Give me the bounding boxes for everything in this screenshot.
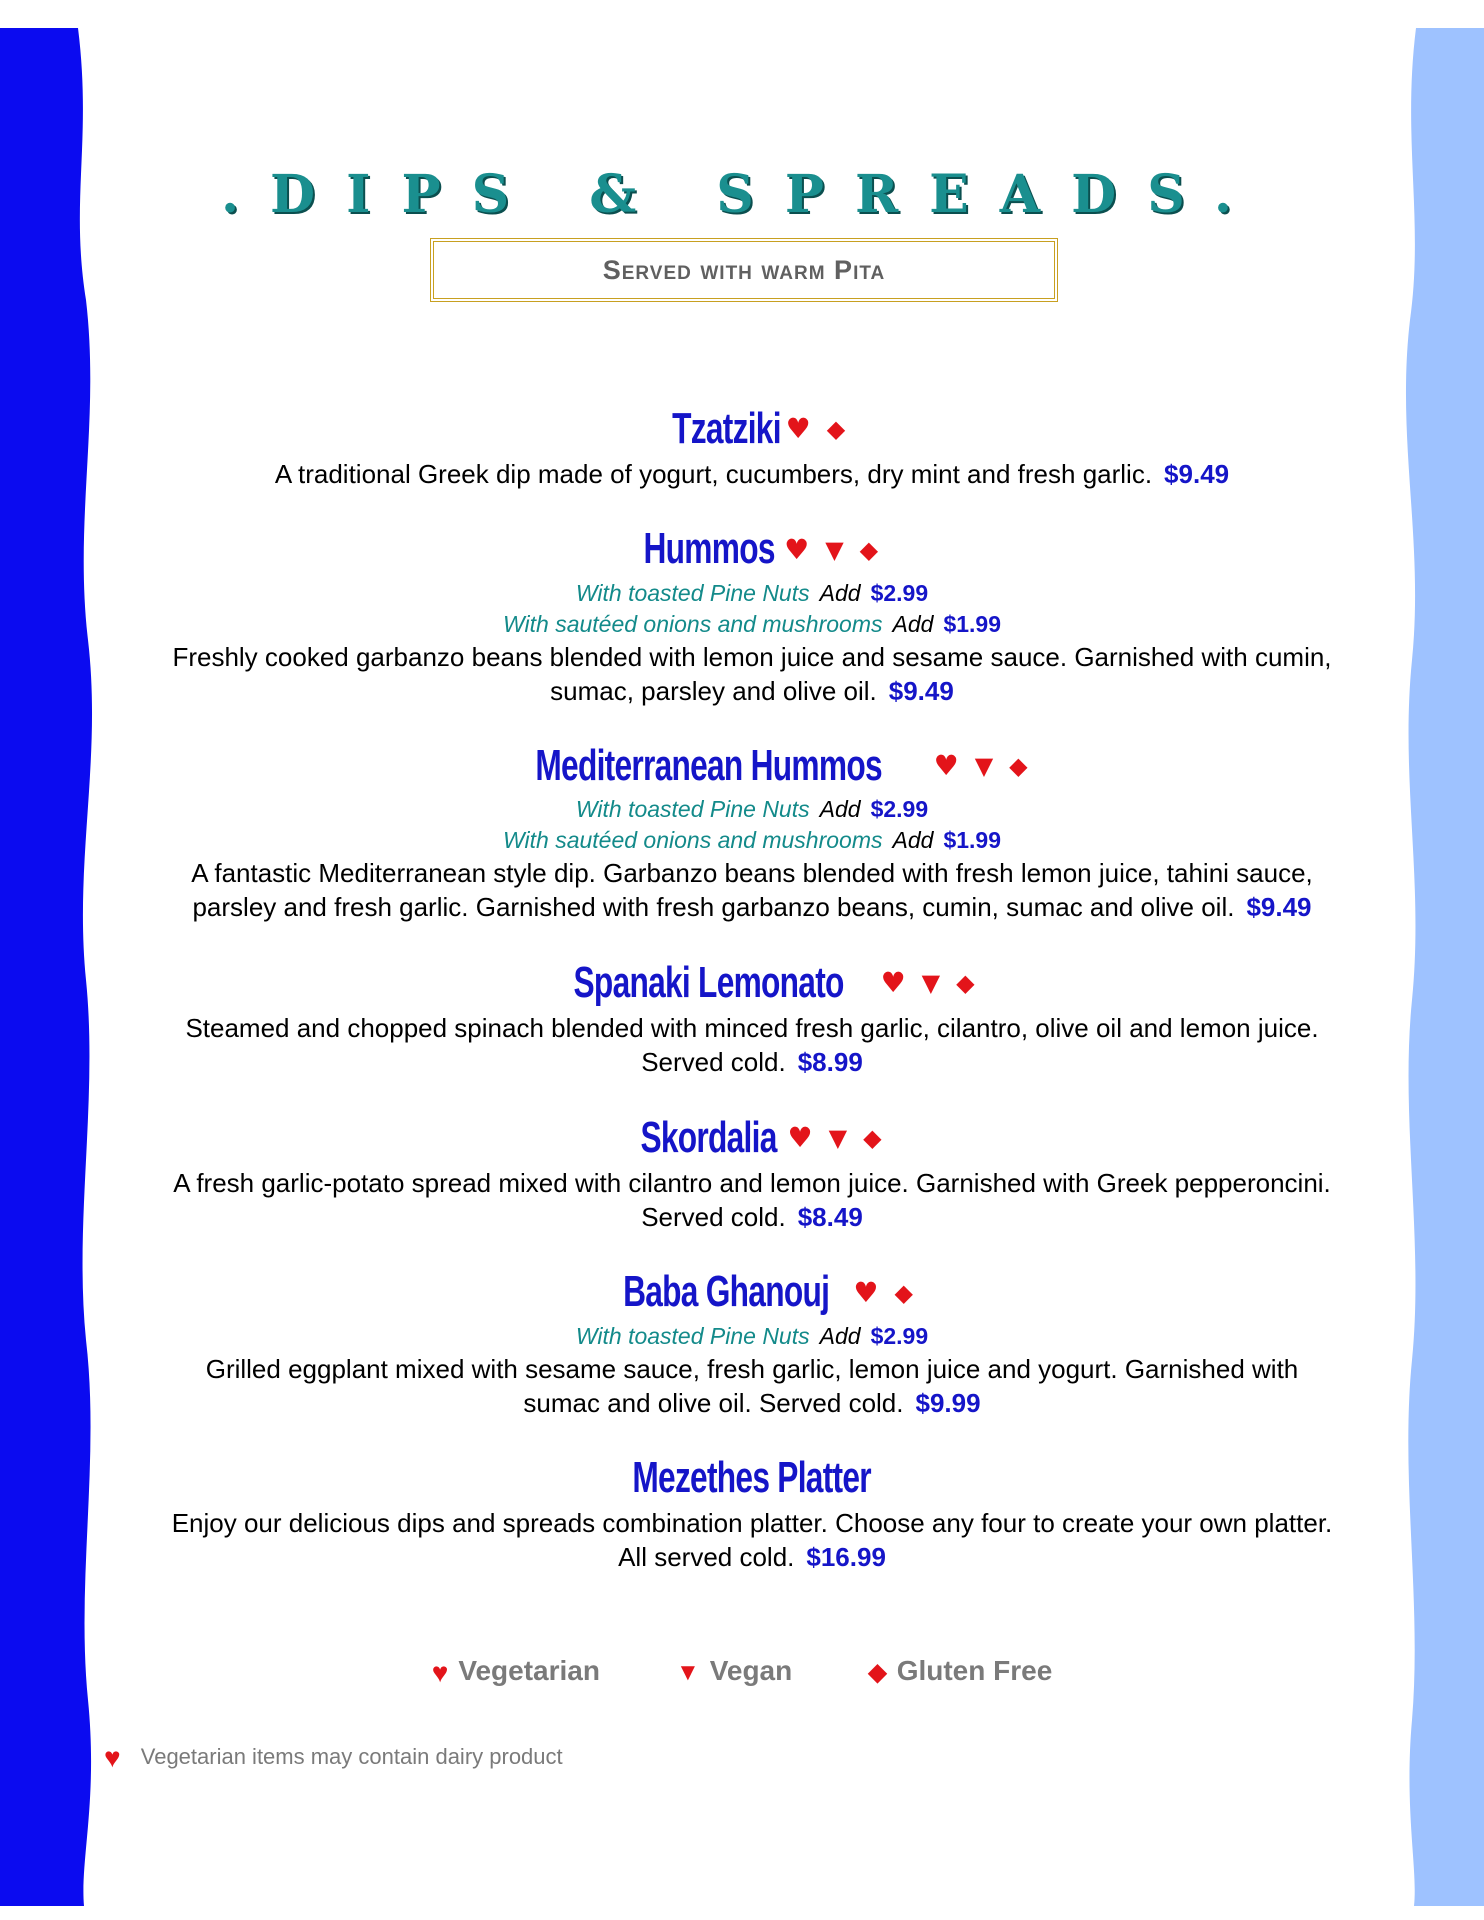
legend-item: [868, 1655, 1052, 1687]
menu-item-description: [170, 457, 1334, 491]
triangle-icon: ▼: [825, 535, 844, 564]
menu-list: [170, 402, 1334, 1606]
menu-item-price: $9.99: [915, 1387, 981, 1418]
addon-label: With toasted Pine Nuts: [575, 579, 810, 606]
diamond-icon: ◆: [894, 1278, 913, 1307]
menu-item-header: [170, 402, 1334, 455]
addon-label: With toasted Pine Nuts: [575, 1322, 810, 1349]
menu-item-description: [170, 1011, 1334, 1079]
description-text: A traditional Greek dip made of yogurt, cucumbers, dry mint and fresh garlic.: [274, 458, 1153, 489]
dietary-tags: [778, 402, 854, 455]
menu-item-header: [170, 1452, 1334, 1505]
menu-item-description: [170, 1352, 1334, 1420]
heart-icon: ♥: [933, 749, 959, 783]
menu-item: [170, 1452, 1334, 1575]
menu-item-price: $9.49: [1246, 892, 1312, 923]
addon-price: $2.99: [870, 579, 929, 606]
menu-item: [170, 1111, 1334, 1234]
footnote: [104, 1742, 563, 1774]
menu-item-header: [170, 956, 1334, 1009]
legend-item: [676, 1655, 792, 1687]
addon-option: [170, 1321, 1334, 1352]
menu-item: [170, 956, 1334, 1079]
menu-item-name: Tzatziki: [671, 403, 781, 453]
diamond-icon: ◆: [859, 535, 879, 564]
left-band-shape: [0, 28, 92, 1906]
menu-item: [170, 402, 1334, 491]
menu-item-price: $16.99: [806, 1542, 886, 1572]
menu-item-name: Baba Ghanouj: [623, 1267, 830, 1317]
menu-item-header: [170, 1111, 1334, 1164]
addon-price: $1.99: [943, 827, 1001, 854]
menu-item-price: $8.49: [797, 1201, 863, 1232]
menu-item-description: [170, 856, 1334, 924]
description-text: Enjoy our delicious dips and spreads combination platter. Choose any four to create your own platter. All served cold.: [171, 1508, 1333, 1572]
legend-item: [432, 1655, 600, 1689]
heart-icon: ♥: [853, 1275, 879, 1309]
heart-icon: ♥: [784, 532, 810, 566]
page-title: .DIPS & SPREADS.: [220, 164, 1264, 225]
legend-label: Vegan: [709, 1655, 793, 1686]
legend-label: Vegetarian: [458, 1655, 600, 1686]
heart-icon: ♥: [104, 1742, 121, 1773]
subtitle-box: [430, 238, 1058, 302]
menu-item-header: [170, 523, 1334, 576]
addon-price: $2.99: [870, 796, 929, 823]
dietary-tags: [845, 1266, 921, 1319]
addon-label: With sautéed onions and mushrooms: [503, 827, 883, 854]
diamond-icon: ◆: [1009, 752, 1028, 781]
addon-price: $2.99: [870, 1322, 929, 1349]
addon-add-text: Add: [819, 796, 861, 823]
dietary-tags: [780, 1111, 890, 1164]
footnote-text: Vegetarian items may contain dairy product: [140, 1743, 563, 1769]
triangle-icon: ▼: [675, 1658, 700, 1686]
menu-item-description: [170, 1506, 1334, 1574]
addon-option: [170, 609, 1334, 640]
heart-icon: ♥: [785, 411, 811, 445]
addon-label: With sautéed onions and mushrooms: [503, 610, 883, 637]
dietary-legend: [0, 1655, 1484, 1689]
description-text: A fresh garlic-potato spread mixed with cilantro and lemon juice. Garnished with Greek pepperoncini. Served cold.: [173, 1167, 1331, 1232]
description-text: Steamed and chopped spinach blended with minced fresh garlic, cilantro, olive oil and lemon juice. Served cold.: [185, 1013, 1319, 1077]
dietary-tags: [873, 957, 983, 1010]
menu-item-price: $9.49: [888, 675, 954, 706]
heart-icon: ♥: [787, 1120, 813, 1154]
triangle-icon: ▼: [828, 1123, 848, 1152]
addon-add-text: Add: [892, 827, 934, 854]
menu-item-header: [170, 740, 1334, 793]
subtitle: Served with warm Pita: [602, 254, 886, 285]
addon-add-text: Add: [892, 610, 934, 637]
menu-item: [170, 523, 1334, 708]
menu-item-name: Hummos: [643, 524, 775, 574]
menu-item-name: Mediterranean Hummos: [535, 741, 883, 790]
menu-item-description: [170, 640, 1334, 708]
addon-option: [170, 578, 1334, 609]
triangle-icon: ▼: [974, 752, 994, 781]
addon-option: [170, 825, 1334, 856]
menu-item-name: Mezethes Platter: [632, 1453, 872, 1502]
description-text: Grilled eggplant mixed with sesame sauce, fresh garlic, lemon juice and yogurt. Garnished with sumac and olive oil. Served cold.: [205, 1353, 1299, 1418]
addon-label: With toasted Pine Nuts: [575, 796, 810, 823]
diamond-icon: ◆: [868, 1659, 887, 1687]
menu-item-price: $8.99: [797, 1047, 863, 1077]
dietary-tags: [926, 740, 1036, 793]
menu-item-name: Skordalia: [640, 1112, 778, 1162]
addon-add-text: Add: [819, 1322, 861, 1349]
diamond-icon: ◆: [826, 414, 846, 443]
diamond-icon: ◆: [956, 969, 975, 997]
heart-icon: ♥: [431, 1656, 449, 1688]
menu-item: [170, 740, 1334, 925]
dietary-tags: [776, 523, 886, 576]
addon-option: [170, 794, 1334, 825]
heart-icon: ♥: [880, 966, 906, 999]
legend-label: Gluten Free: [896, 1655, 1053, 1686]
menu-item-name: Spanaki Lemonato: [573, 957, 845, 1007]
right-band-shape: [1406, 28, 1484, 1906]
addon-add-text: Add: [819, 579, 861, 606]
menu-item-header: [170, 1266, 1334, 1319]
menu-item-description: [170, 1166, 1334, 1234]
addon-price: $1.99: [943, 610, 1001, 637]
menu-item: [170, 1266, 1334, 1420]
diamond-icon: ◆: [863, 1123, 882, 1152]
triangle-icon: ▼: [921, 969, 941, 997]
menu-item-price: $9.49: [1164, 458, 1230, 489]
description-text: A fantastic Mediterranean style dip. Garbanzo beans blended with fresh lemon juice, tahini sauce, parsley and fresh garlic. Garnished with fresh garbanzo beans, cumin, sumac and olive oil.: [191, 858, 1313, 923]
description-text: Freshly cooked garbanzo beans blended with lemon juice and sesame sauce. Garnished with cumin, sumac, parsley and olive oil.: [172, 641, 1332, 706]
